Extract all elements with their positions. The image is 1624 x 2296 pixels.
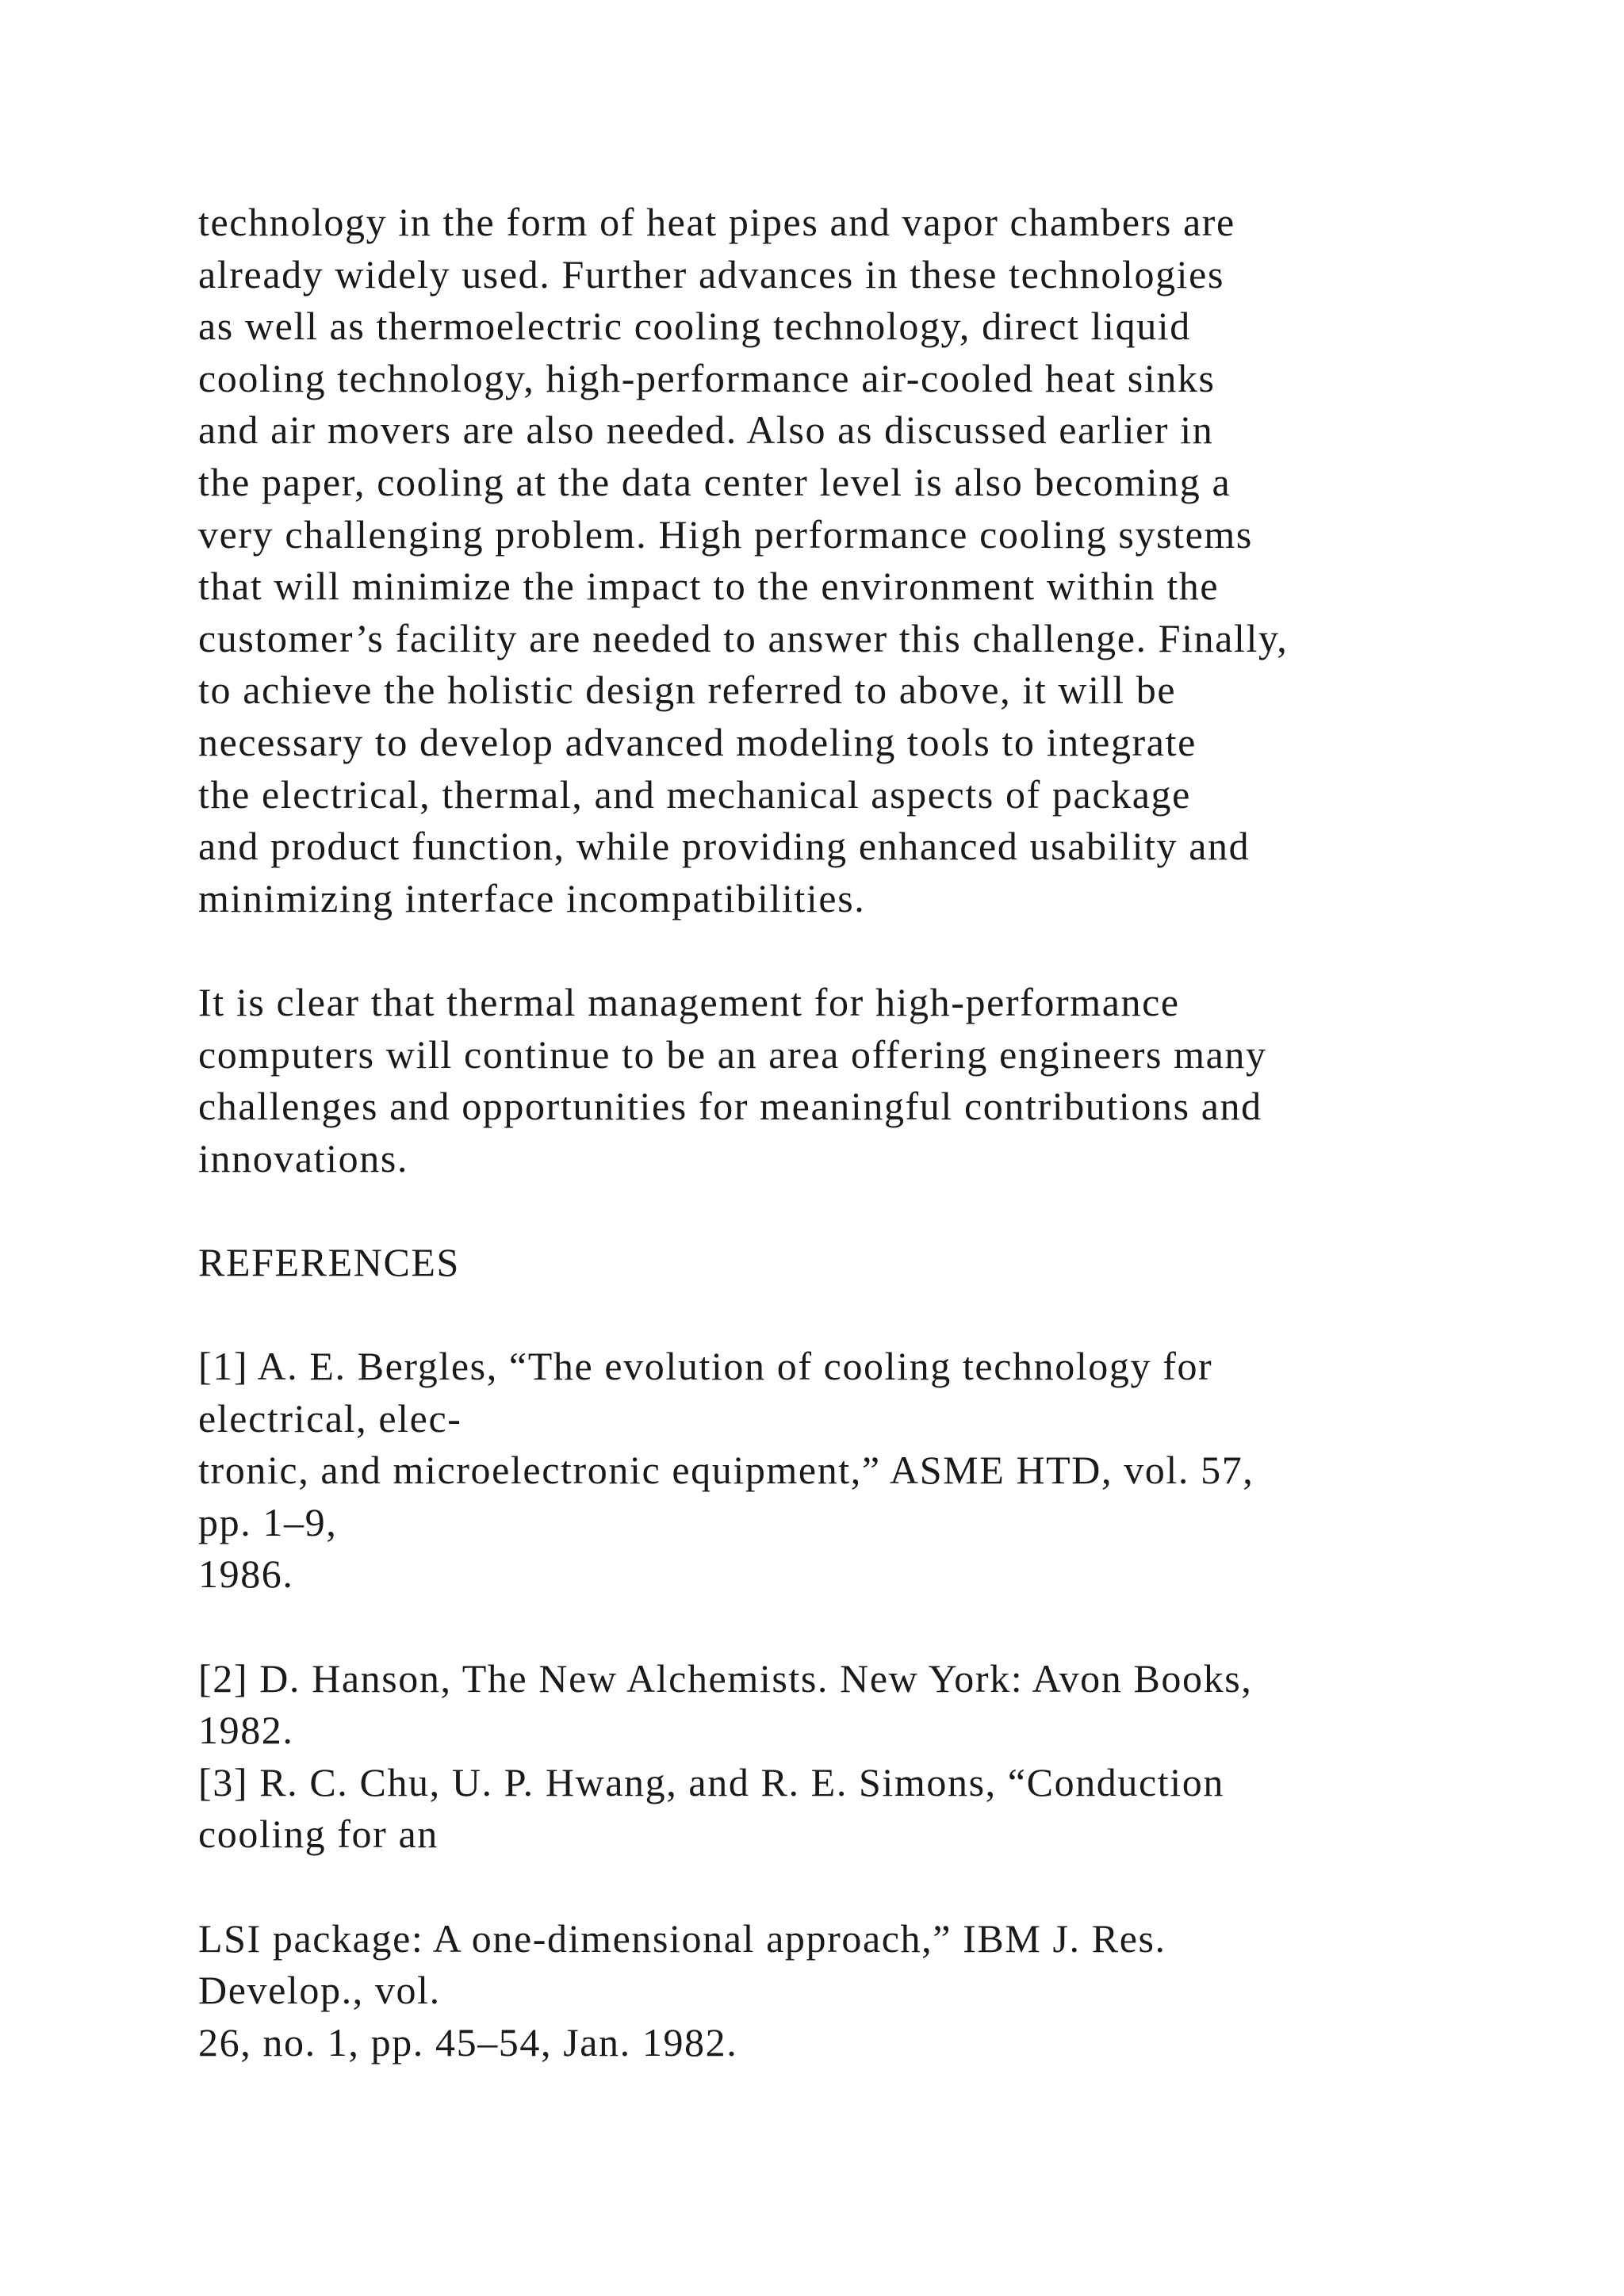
reference-line: [1] A. E. Bergles, “The evolution of cooling technology for: [198, 1344, 1213, 1389]
text-line: as well as thermoelectric cooling technology, direct liquid: [198, 304, 1191, 349]
text-line: that will minimize the impact to the environment within the: [198, 564, 1220, 609]
paragraph-1: [198, 197, 1483, 924]
reference-line: LSI package: A one-dimensional approach,” IBM J. Res.: [198, 1915, 1166, 1961]
reference-line: 1986.: [198, 1552, 294, 1597]
paragraph-spacer: [198, 1288, 1483, 1341]
paragraph-2: [198, 977, 1483, 1184]
text-line: It is clear that thermal management for high-performance: [198, 979, 1180, 1024]
reference-line: 26, no. 1, pp. 45–54, Jan. 1982.: [198, 2019, 738, 2064]
reference-line: [3] R. C. Chu, U. P. Hwang, and R. E. Simons, “Conduction: [198, 1759, 1224, 1804]
text-line: computers will continue to be an area offering engineers many: [198, 1031, 1267, 1077]
text-line: challenges and opportunities for meaningful contributions and: [198, 1084, 1262, 1129]
reference-line: tronic, and microelectronic equipment,” ASME HTD, vol. 57,: [198, 1448, 1254, 1493]
text-line: innovations.: [198, 1135, 409, 1181]
text-line: minimizing interface incompatibilities.: [198, 875, 866, 920]
text-line: cooling technology, high-performance air-cooled heat sinks: [198, 355, 1216, 400]
paragraph-spacer: [198, 1184, 1483, 1237]
text-line: the electrical, thermal, and mechanical aspects of package: [198, 771, 1191, 817]
reference-2: [198, 1653, 1483, 1757]
text-line: to achieve the holistic design referred to above, it will be: [198, 668, 1177, 713]
text-line: and product function, while providing enhanced usability and: [198, 824, 1251, 869]
reference-line: 1982.: [198, 1708, 294, 1753]
text-line: necessary to develop advanced modeling tools to integrate: [198, 719, 1197, 764]
reference-line: cooling for an: [198, 1812, 439, 1857]
text-line: technology in the form of heat pipes and vapor chambers are: [198, 200, 1235, 244]
text-line: and air movers are also needed. Also as discussed earlier in: [198, 408, 1214, 453]
text-line: already widely used. Further advances in these technologies: [198, 251, 1225, 297]
reference-line: electrical, elec-: [198, 1395, 462, 1441]
paragraph-spacer: [198, 1601, 1483, 1653]
reference-line: pp. 1–9,: [198, 1499, 338, 1544]
reference-line: Develop., vol.: [198, 1968, 441, 2013]
references-heading: REFERENCES: [198, 1239, 460, 1284]
text-line: customer’s facility are needed to answer this challenge. Finally,: [198, 615, 1289, 660]
reference-line: [2] D. Hanson, The New Alchemists. New York: Avon Books,: [198, 1655, 1253, 1701]
reference-1: [198, 1341, 1483, 1601]
paragraph-spacer: [198, 1861, 1483, 1913]
document-page: [198, 197, 1483, 2068]
paragraph-spacer: [198, 924, 1483, 977]
reference-3: [198, 1757, 1483, 2069]
text-line: the paper, cooling at the data center level is also becoming a: [198, 459, 1231, 504]
text-line: very challenging problem. High performance cooling systems: [198, 511, 1253, 557]
